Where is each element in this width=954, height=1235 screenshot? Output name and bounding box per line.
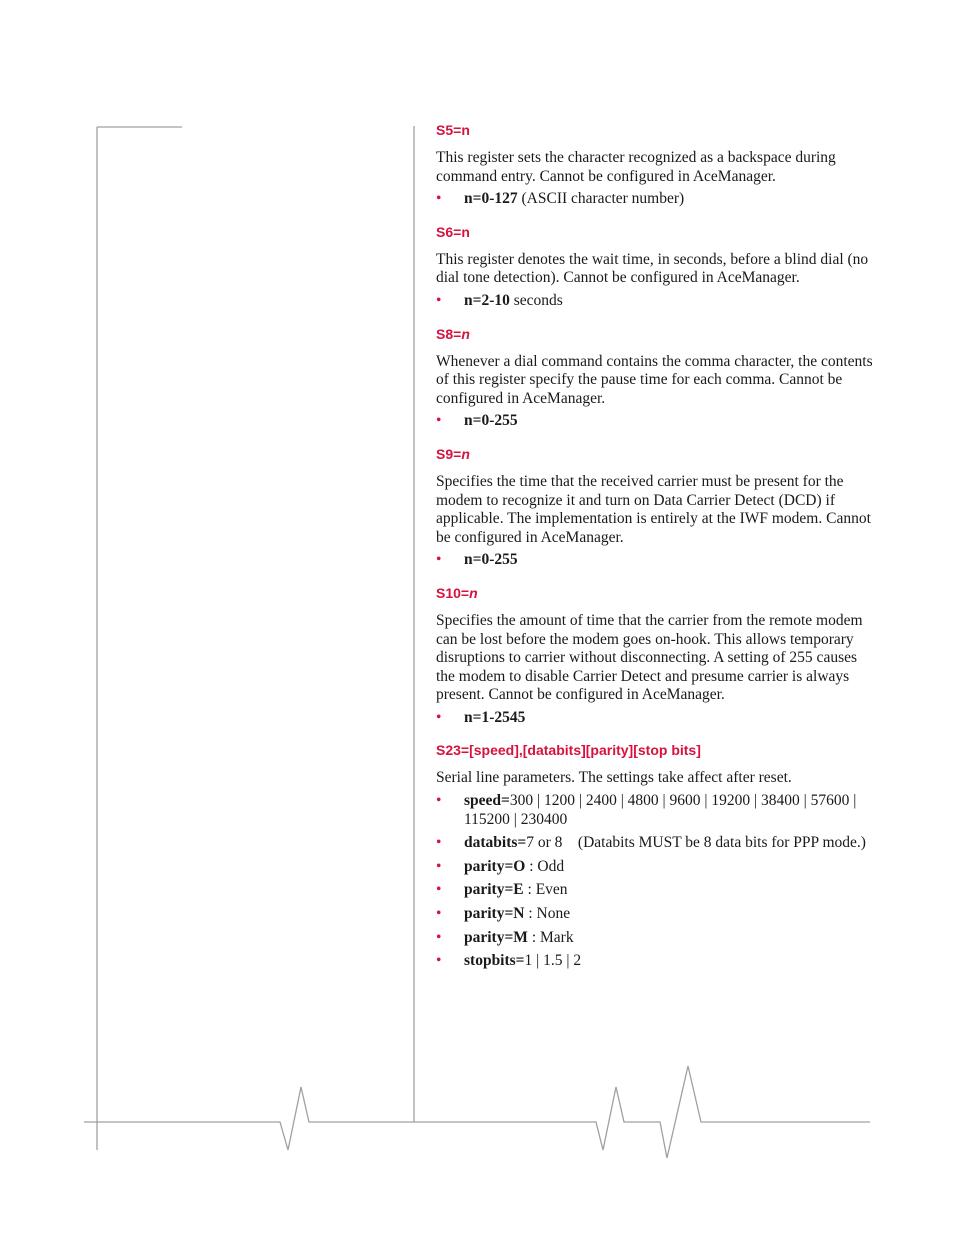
register-heading [436, 324, 876, 344]
value-list-item [436, 858, 876, 877]
register-description: Whenever a dial command contains the comma character, the contents of this register specify the pause time for each comma. Cannot be configured in AceManager. [436, 352, 873, 407]
value-label: stopbits= [464, 952, 525, 970]
value-label: n=1-2545 [464, 708, 526, 726]
value-label: n=0-255 [464, 412, 518, 430]
bullet-icon: • [436, 291, 442, 309]
value-list-item [436, 881, 876, 900]
value-label: n=0-127 [464, 190, 518, 208]
value-list-item [436, 834, 876, 853]
register-heading-text: S6= [436, 223, 462, 240]
register-section [436, 120, 876, 209]
value-label: n=0-255 [464, 551, 518, 569]
value-list [436, 792, 876, 971]
bullet-icon: • [436, 881, 442, 899]
value-description: 300 | 1200 | 2400 | 4800 | 9600 | 19200 | 38400 | 57600 | 115200 | 230400 [464, 792, 857, 828]
value-label: databits= [464, 834, 527, 852]
bullet-icon: • [436, 928, 442, 946]
bullet-icon: • [436, 857, 442, 875]
value-list [436, 709, 876, 728]
register-description: This register denotes the wait time, in seconds, before a blind dial (no dial tone detection). Cannot be configured in AceManager. [436, 250, 869, 287]
value-list-item [436, 792, 876, 829]
bullet-icon: • [436, 905, 442, 923]
value-list-item [436, 952, 876, 971]
register-description: Specifies the amount of time that the carrier from the remote modem can be lost before the modem goes on-hook. This allows temporary disruptions to carrier without disconnecting. A setting of 255 causes the modem to disable Carrier Detect and presume carrier is always present. Cannot be configured in AceManager. [436, 611, 863, 704]
value-description: : None [524, 905, 571, 923]
register-heading-variable: n [461, 223, 470, 240]
register-heading-variable: n [469, 584, 478, 601]
register-heading [436, 120, 876, 140]
register-section [436, 324, 876, 431]
bullet-icon: • [436, 952, 442, 970]
register-heading-text: S10= [436, 584, 470, 601]
value-label: parity=O [464, 857, 526, 875]
register-heading-text: S8= [436, 325, 462, 342]
value-list-item [436, 929, 876, 948]
register-section [436, 444, 876, 570]
register-heading [436, 583, 876, 603]
value-list-item [436, 551, 876, 570]
value-description: seconds [509, 291, 563, 309]
bullet-icon: • [436, 792, 442, 810]
value-list-item [436, 905, 876, 924]
value-list [436, 292, 876, 311]
value-list-item [436, 190, 876, 209]
value-list [436, 190, 876, 209]
value-label: n=2-10 [464, 291, 510, 309]
register-section [436, 583, 876, 728]
bullet-icon: • [436, 551, 442, 569]
register-heading-variable: n [461, 122, 470, 138]
bottom-waveform-rule [84, 1066, 870, 1158]
value-description: : Even [523, 881, 568, 899]
value-list-item [436, 292, 876, 311]
register-heading-text: S5= [436, 122, 462, 138]
value-list [436, 412, 876, 431]
main-content [436, 120, 876, 984]
value-description: : Mark [527, 928, 574, 946]
register-section [436, 740, 876, 970]
register-heading [436, 222, 876, 242]
value-list [436, 551, 876, 570]
bullet-icon: • [436, 834, 442, 852]
register-heading-text: S9= [436, 445, 462, 462]
value-label: speed= [464, 792, 510, 810]
register-heading-variable: n [461, 325, 470, 342]
value-description: (ASCII character number) [517, 190, 685, 208]
value-label: parity=M [464, 928, 528, 946]
register-description: Serial line parameters. The settings take affect after reset. [436, 769, 792, 787]
register-heading [436, 444, 876, 464]
bullet-icon: • [436, 412, 442, 430]
register-description: This register sets the character recognized as a backspace during command entry. Cannot be configured in AceManager. [436, 149, 836, 185]
register-heading-variable: n [461, 445, 470, 462]
register-heading [436, 740, 876, 760]
register-description: Specifies the time that the received carrier must be present for the modem to recognize it and turn on Data Carrier Detect (DCD) if applicable. The implementation is entirely at the IWF modem. Cannot be configured in AceManager. [436, 472, 871, 546]
bullet-icon: • [436, 190, 442, 208]
register-section [436, 222, 876, 311]
value-description: 7 or 8 (Databits MUST be 8 data bits for PPP mode.) [526, 834, 866, 852]
register-heading-text: S23=[speed],[databits][parity][stop bits] [436, 742, 701, 759]
bullet-icon: • [436, 708, 442, 726]
value-list-item [436, 412, 876, 431]
value-description: 1 | 1.5 | 2 [524, 952, 582, 970]
value-label: parity=N [464, 905, 525, 923]
value-list-item [436, 709, 876, 728]
value-description: : Odd [525, 857, 565, 875]
value-label: parity=E [464, 881, 524, 899]
